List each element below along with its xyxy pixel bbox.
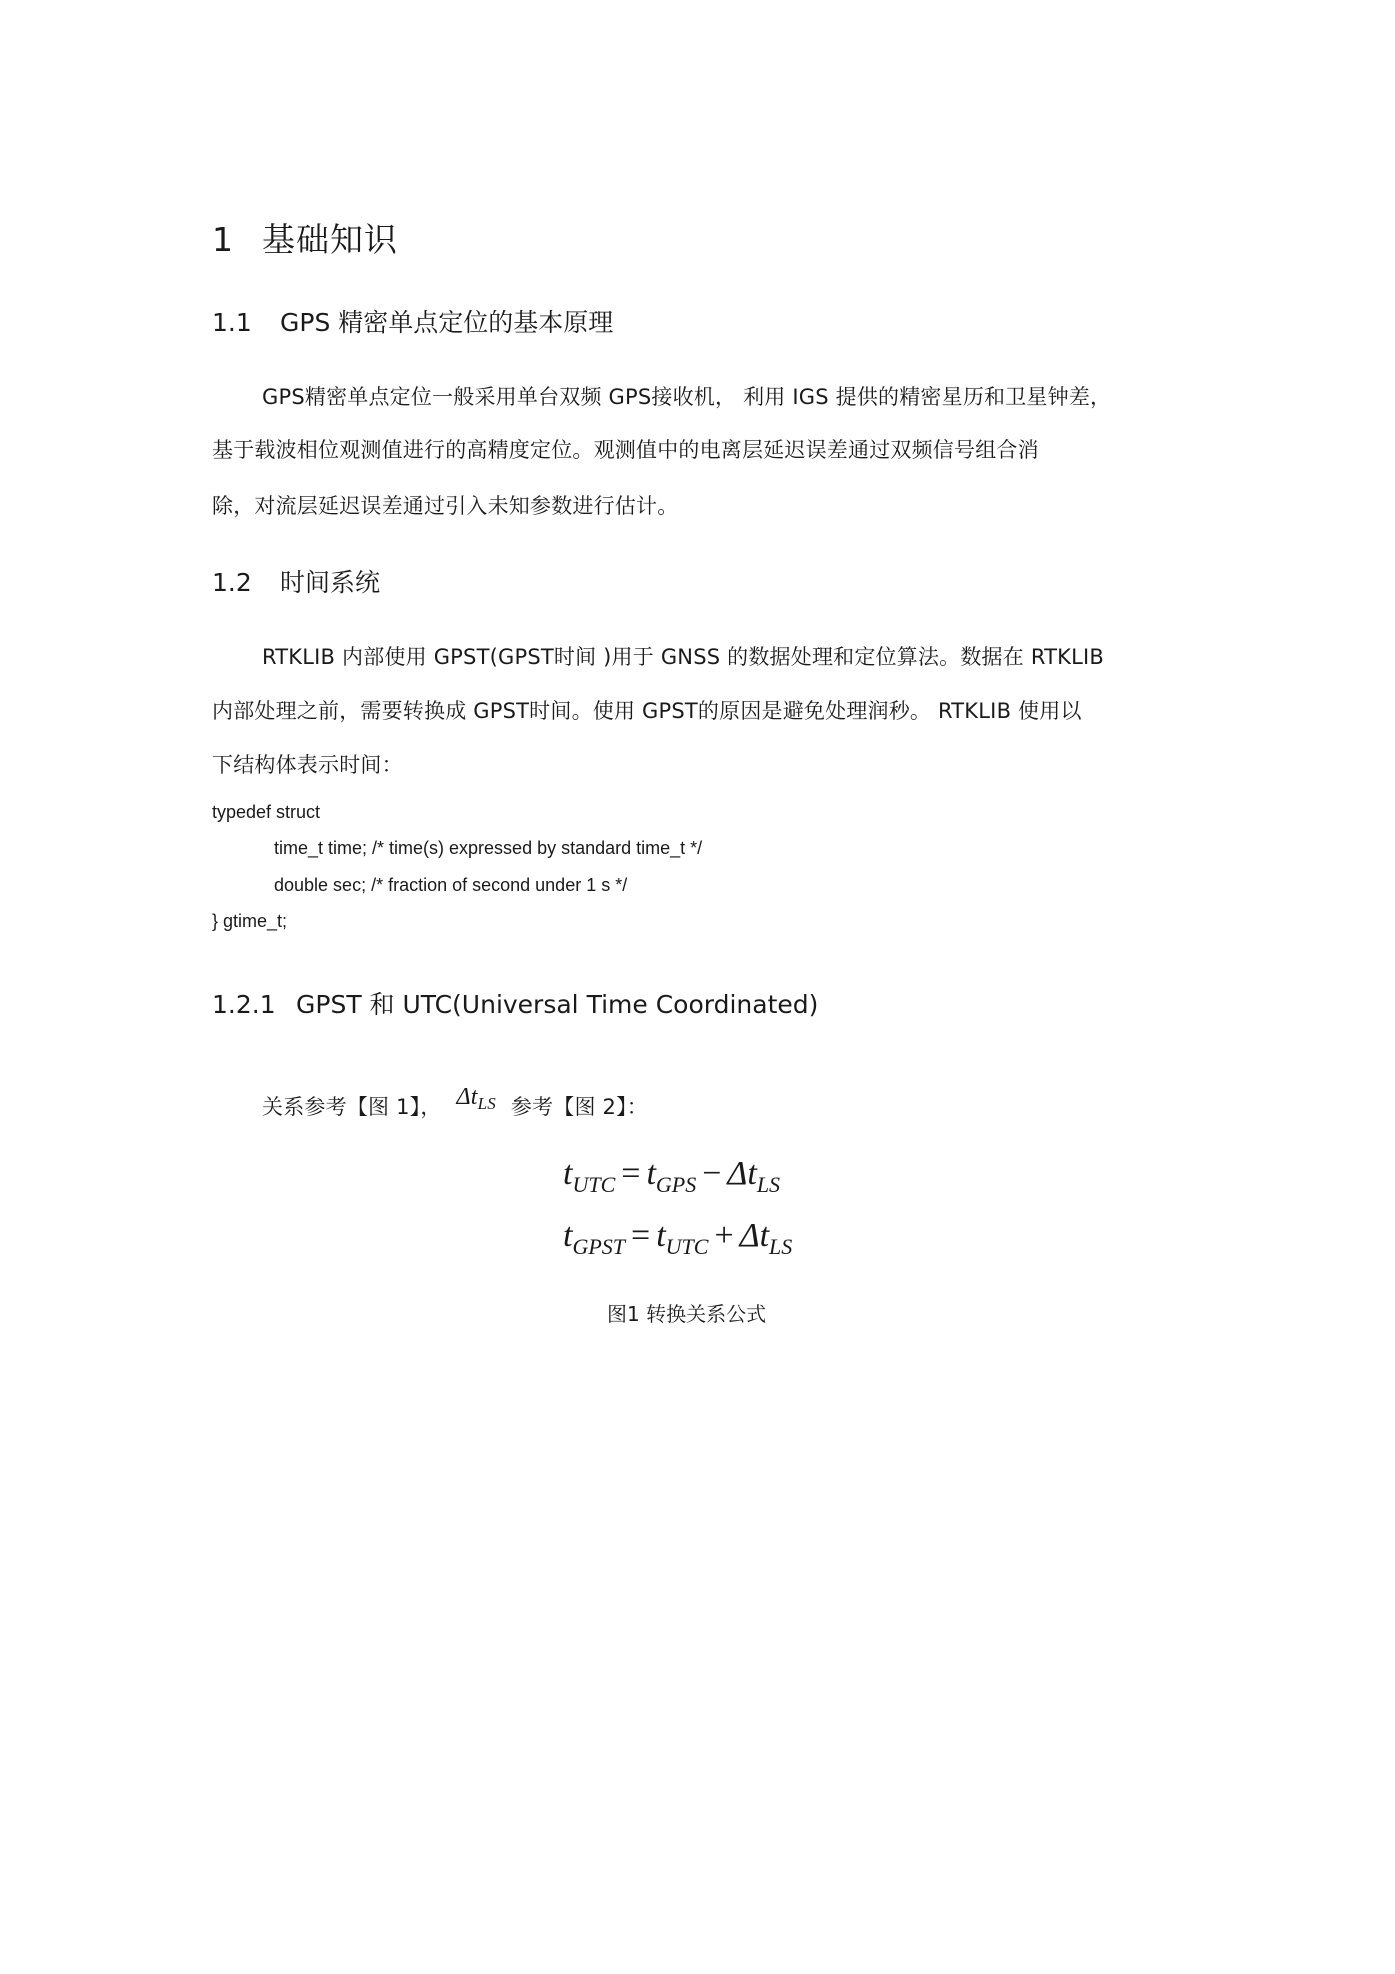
section-1-2-heading bbox=[212, 566, 380, 600]
delta-t-ls-symbol: $\Delta t_{LS}$ bbox=[456, 1084, 496, 1113]
paragraph-line: 除，对流层延迟误差通过引入未知参数进行估计。 bbox=[212, 494, 679, 518]
reference-suffix: 参考【图 2】： bbox=[510, 1095, 648, 1119]
formula-utc: $t_{UTC} = t_{GPS} - \Delta t_{LS}$ bbox=[563, 1155, 781, 1197]
section-title: 时间系统 bbox=[280, 568, 381, 597]
formula-gpst: $t_{GPST} = t_{UTC} + \Delta t_{LS}$ bbox=[563, 1217, 793, 1259]
section-title: 基础知识 bbox=[262, 220, 398, 259]
paragraph-line: 基于载波相位观测值进行的高精度定位。观测值中的电离层延迟误差通过双频信号组合消 bbox=[212, 438, 1039, 462]
paragraph-line: RTKLIB 内部使用 GPST(GPST时间 )用于 GNSS 的数据处理和定位算法。数据在 RTKLIB bbox=[262, 645, 1104, 669]
reference-prefix: 关系参考【图 1】， bbox=[262, 1095, 442, 1119]
reference-line bbox=[262, 1084, 648, 1122]
section-1-2-1-heading bbox=[212, 988, 818, 1022]
section-title: GPST 和 UTC(Universal Time Coordinated) bbox=[296, 990, 819, 1019]
code-line: time_t time; /* time(s) expressed by standard time_t */ bbox=[274, 838, 703, 858]
paragraph-line: 内部处理之前，需要转换成 GPST时间。使用 GPST的原因是避免处理润秒。 RTKLIB 使用以 bbox=[212, 699, 1082, 723]
section-number: 1.2 bbox=[212, 568, 252, 597]
figure-caption: 图1 转换关系公式 bbox=[607, 1302, 767, 1326]
paragraph-line: GPS精密单点定位一般采用单台双频 GPS接收机， 利用 IGS 提供的精密星历和卫星钟差， bbox=[262, 385, 1112, 409]
code-line: } gtime_t; bbox=[212, 911, 288, 931]
section-number: 1.1 bbox=[212, 308, 252, 337]
section-title: GPS 精密单点定位的基本原理 bbox=[280, 308, 614, 337]
paragraph-line: 下结构体表示时间： bbox=[212, 753, 403, 777]
section-1-heading bbox=[212, 218, 398, 262]
section-number: 1.2.1 bbox=[212, 990, 276, 1019]
section-1-1-heading bbox=[212, 306, 613, 340]
code-line: typedef struct bbox=[212, 802, 321, 822]
section-number: 1 bbox=[212, 220, 234, 259]
code-line: double sec; /* fraction of second under 1 s */ bbox=[274, 875, 628, 895]
